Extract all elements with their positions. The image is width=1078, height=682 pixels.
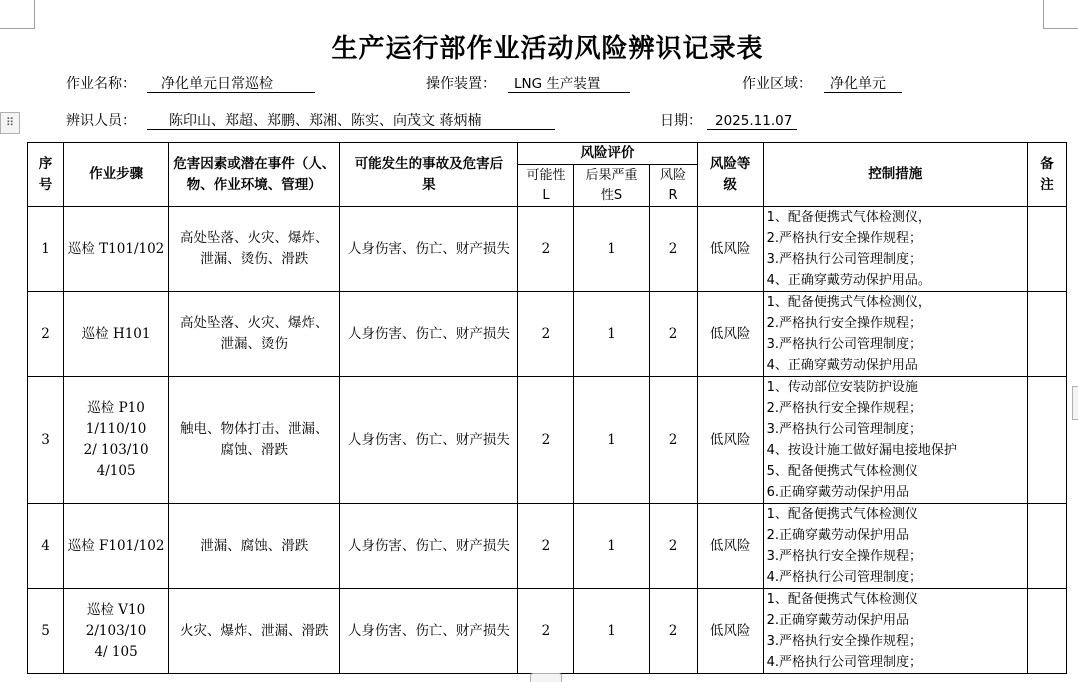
job-name-value: 净化单元日常巡检 [147,74,315,93]
cell-controls [763,589,1027,674]
control-item: 3.严格执行安全操作规程； [766,634,923,649]
control-item: 2.正确穿戴劳动保护用品 [766,613,910,628]
control-item: 1、配备便携式气体检测仪 [766,592,918,607]
control-item: 6.正确穿戴劳动保护用品 [766,485,910,500]
control-item: 2.严格执行安全操作规程； [766,231,923,246]
area-label: 作业区域： [742,76,812,92]
cell-risk-r: 2 [649,207,697,292]
meta-row-job [0,74,1078,94]
cell-risk-r: 2 [649,377,697,504]
header-controls: 控制措施 [763,143,1027,207]
cell-remark [1027,589,1066,674]
cell-likelihood: 2 [518,292,574,377]
cell-likelihood: 2 [518,589,574,674]
cell-step: 巡检 H101 [64,292,169,377]
control-item: 4、正确穿戴劳动保护用品 [766,358,918,373]
page-corner-mark-left [0,0,35,29]
identifiers-value: 陈印山、郑超、郑鹏、郑湘、陈实、向茂文 蒋炳楠 [147,111,555,130]
table-row [28,589,1067,674]
control-item: 3.严格执行公司管理制度； [766,252,923,267]
cell-risk-level: 低风险 [697,504,763,589]
control-item: 3.严格执行公司管理制度； [766,337,923,352]
cell-risk-r: 2 [649,292,697,377]
header-seq: 序号 [28,143,64,207]
control-item: 1、传动部位安装防护设施 [766,380,918,395]
control-item: 4、正确穿戴劳动保护用品。 [766,273,931,288]
cell-consequence: 人身伤害、伤亡、财产损失 [340,292,518,377]
cell-severity: 1 [574,504,649,589]
cell-remark [1027,292,1066,377]
cell-seq: 5 [28,589,64,674]
control-item: 4、按设计施工做好漏电接地保护 [766,443,957,458]
cell-severity: 1 [574,207,649,292]
cell-seq: 1 [28,207,64,292]
cell-step: 巡检 T101/102 [64,207,169,292]
cell-risk-level: 低风险 [697,207,763,292]
cell-remark [1027,207,1066,292]
cell-severity: 1 [574,377,649,504]
page-corner-mark-right [1043,0,1078,29]
control-item: 2.严格执行安全操作规程； [766,401,923,416]
cell-step: 巡检 P101/110/102/ 103/104/105 [64,377,169,504]
cell-hazard: 触电、物体打击、泄漏、腐蚀、滑跌 [169,377,340,504]
cell-risk-r: 2 [649,504,697,589]
control-item: 1、配备便携式气体检测仪， [766,210,931,225]
control-item: 1、配备便携式气体检测仪， [766,295,931,310]
cell-likelihood: 2 [518,207,574,292]
table-row [28,292,1067,377]
cell-hazard: 泄漏、腐蚀、滑跌 [169,504,340,589]
cell-hazard: 火灾、爆炸、泄漏、滑跌 [169,589,340,674]
control-item: 4.严格执行公司管理制度； [766,570,923,585]
cell-risk-level: 低风险 [697,377,763,504]
cell-step: 巡检 F101/102 [64,504,169,589]
cell-seq: 4 [28,504,64,589]
control-item: 3.严格执行安全操作规程； [766,549,923,564]
control-item: 1、配备便携式气体检测仪 [766,507,918,522]
header-risk-r: 风险R [649,165,697,207]
cell-controls [763,504,1027,589]
control-item: 4.严格执行公司管理制度； [766,655,923,670]
date-value: 2025.11.07 [707,111,797,130]
cell-seq: 2 [28,292,64,377]
side-scroll-tab[interactable] [1072,386,1078,420]
cell-hazard: 高处坠落、火灾、爆炸、泄漏、烫伤 [169,292,340,377]
cell-likelihood: 2 [518,377,574,504]
cell-risk-level: 低风险 [697,292,763,377]
header-remarks: 备注 [1027,143,1066,207]
cell-consequence: 人身伤害、伤亡、财产损失 [340,207,518,292]
header-severity: 后果严重性S [574,165,649,207]
cell-risk-level: 低风险 [697,589,763,674]
cell-remark [1027,504,1066,589]
cell-controls [763,207,1027,292]
cell-severity: 1 [574,589,649,674]
cell-severity: 1 [574,292,649,377]
date-label: 日期： [660,113,702,129]
cell-controls [763,292,1027,377]
control-item: 3.严格执行公司管理制度； [766,422,923,437]
cell-likelihood: 2 [518,504,574,589]
cell-step: 巡检 V102/103/104/ 105 [64,589,169,674]
table-row [28,377,1067,504]
device-value: LNG 生产装置 [508,74,630,93]
cell-remark [1027,377,1066,504]
cell-consequence: 人身伤害、伤亡、财产损失 [340,589,518,674]
cell-controls [763,377,1027,504]
header-hazard: 危害因素或潜在事件（人、物、作业环境、管理） [169,143,340,207]
bottom-page-tab[interactable] [530,673,562,682]
cell-consequence: 人身伤害、伤亡、财产损失 [340,377,518,504]
cell-consequence: 人身伤害、伤亡、财产损失 [340,504,518,589]
header-consequence: 可能发生的事故及危害后果 [340,143,518,207]
control-item: 2.严格执行安全操作规程； [766,316,923,331]
header-risk-level: 风险等级 [697,143,763,207]
table-drag-handle-icon[interactable]: ⠿ [0,112,20,134]
cell-seq: 3 [28,377,64,504]
control-item: 5、配备便携式气体检测仪 [766,464,918,479]
control-item: 2.正确穿戴劳动保护用品 [766,528,910,543]
area-value: 净化单元 [824,74,902,93]
risk-identification-table [27,142,1067,674]
cell-hazard: 高处坠落、火灾、爆炸、泄漏、烫伤、滑跌 [169,207,340,292]
table-row [28,207,1067,292]
header-risk-eval: 风险评价 [518,143,697,165]
header-step: 作业步骤 [64,143,169,207]
identifiers-label: 辨识人员： [66,113,136,129]
device-label: 操作装置： [426,76,496,92]
cell-risk-r: 2 [649,589,697,674]
header-likelihood: 可能性L [518,165,574,207]
job-name-label: 作业名称： [66,76,136,92]
meta-row-people [0,111,1078,131]
page-title: 生产运行部作业活动风险辨识记录表 [331,34,764,64]
table-row [28,504,1067,589]
